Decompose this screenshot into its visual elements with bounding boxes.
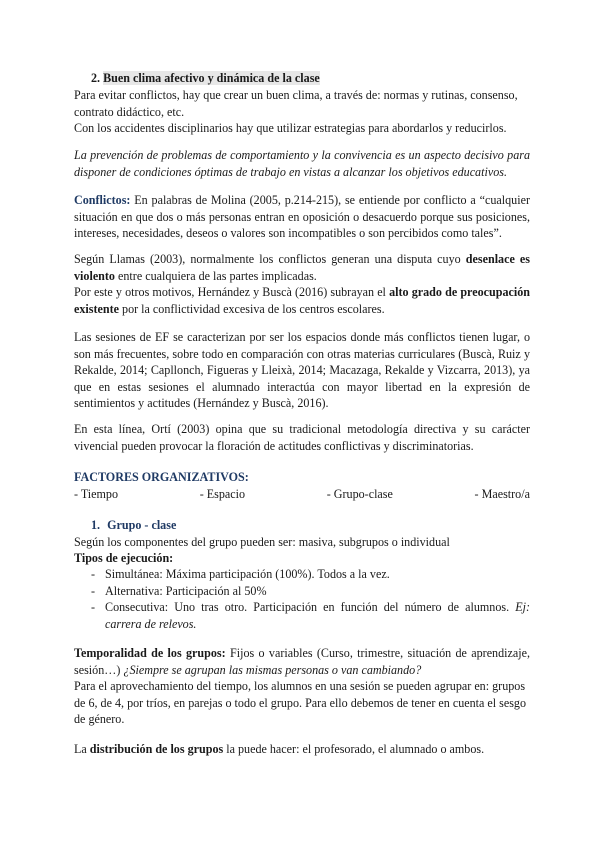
tipos-list-container (74, 566, 530, 632)
quote-paragraph: La prevención de problemas de comportamiento y la convivencia es un aspecto decisivo para disponer de condiciones óptimas de trabajo en vistas a alcanzar los objetivos educativos. (74, 148, 530, 179)
tipos-heading: Tipos de ejecución: (74, 551, 174, 565)
hernandez-paragraph (74, 284, 530, 317)
section-number: 2. (91, 71, 101, 85)
conflictos-label: Conflictos: (74, 193, 131, 207)
distribucion-text: La (74, 742, 87, 756)
conflictos-text: En palabras de Molina (2005, p.214-215), se entiende por conflicto a “cualquier situación en que dos o más personas entran en oposición o desacuerdo porque sus posiciones, intereses, necesidades, deseos o valores son incompatibles o son percibidos como tales”. (74, 193, 530, 241)
factor-item: - Tiempo (74, 487, 119, 501)
hernandez-bold: alto grado de preocupación existente (74, 285, 530, 316)
subsection-heading (74, 517, 530, 534)
factor-item: - Grupo-clase (326, 487, 393, 501)
list-item-text: Simultánea: Máxima participación (100%). Todos a la vez. (105, 567, 390, 581)
llamas-paragraph (74, 251, 530, 284)
paragraph-intro (74, 87, 530, 137)
llamas-bold: desenlace es violento (74, 252, 530, 283)
distribucion-paragraph (74, 741, 530, 758)
factores-list (74, 486, 530, 503)
subsection-title: Grupo - clase (107, 518, 177, 532)
temporalidad-text: Fijos o variables (Curso, trimestre, situación de aprendizaje, sesión…) (74, 646, 530, 677)
ef-paragraph: Las sesiones de EF se caracterizan por ser los espacios donde más conflictos tienen lugar, o son más frecuentes, sobre todo en comparación con otras materias curriculares (Buscà, Ruiz y Rekalde, 2014; Capllonch, Figueras y Lleixà, 2014; Macazaga, Rekalde y Vizcarra, 2013), ya que en estas sesiones el alumnado interactúa con mayor libertad en la expresión de sentimientos y actitudes (Hernández y Buscà, 2016). (74, 330, 530, 411)
paragraph-text: Para evitar conflictos, hay que crear un buen clima, a través de: normas y rutinas, consenso, contrato didáctico, etc. (74, 88, 518, 119)
llamas-text: Según Llamas (2003), normalmente los conflictos generan una disputa cuyo (74, 252, 461, 266)
factores-heading: FACTORES ORGANIZATIVOS: (74, 470, 249, 484)
factor-item: - Maestro/a (474, 487, 530, 501)
temporalidad-label: Temporalidad de los grupos: (74, 646, 226, 660)
llamas-text-end: entre cualquiera de las partes implicadas. (118, 268, 317, 283)
section-heading (74, 70, 530, 87)
paragraph-text: Con los accidentes disciplinarios hay que utilizar estrategias para abordarlos y reducirlos. (74, 121, 507, 136)
aprovechamiento-paragraph: Para el aprovechamiento del tiempo, los alumnos en una sesión se pueden agrupar en: grupos de 6, de 4, por tríos, en parejas o todo el grupo. Para ello debemos de tener en cuenta el sesgo de género. (74, 679, 527, 727)
distribucion-bold: distribución de los grupos (89, 742, 224, 756)
tipos-list (74, 566, 530, 632)
list-item (74, 583, 530, 600)
subsection-number: 1. (91, 518, 101, 532)
temporalidad-paragraph (74, 645, 530, 678)
list-item-text: Consecutiva: Uno tras otro. Participación en función del número de alumnos. (105, 600, 510, 615)
hernandez-text-end: por la conflictividad excesiva de los centros escolares. (122, 301, 385, 316)
factor-item: - Espacio (199, 487, 246, 501)
distribucion-text-end: la puede hacer: el profesorado, el alumnado o ambos. (226, 742, 485, 756)
list-item (74, 599, 530, 632)
orti-paragraph: En esta línea, Ortí (2003) opina que su tradicional metodología directiva y su carácter vivencial pueden provocar la floración de actitudes conflictivas y discriminatorias. (74, 422, 530, 453)
section-title: Buen clima afectivo y dinámica de la clase (103, 71, 320, 85)
list-item-example: Ej: carrera de relevos. (105, 600, 530, 631)
temporalidad-question: ¿Siempre se agrupan las mismas personas o van cambiando? (123, 662, 422, 677)
grupo-intro: Según los componentes del grupo pueden ser: masiva, subgrupos o individual (74, 535, 450, 549)
list-item-text: Alternativa: Participación al 50% (105, 583, 267, 598)
list-item (74, 566, 530, 583)
hernandez-text: Por este y otros motivos, Hernández y Buscà (2016) subrayan el (74, 285, 386, 299)
conflictos-paragraph (74, 192, 530, 242)
